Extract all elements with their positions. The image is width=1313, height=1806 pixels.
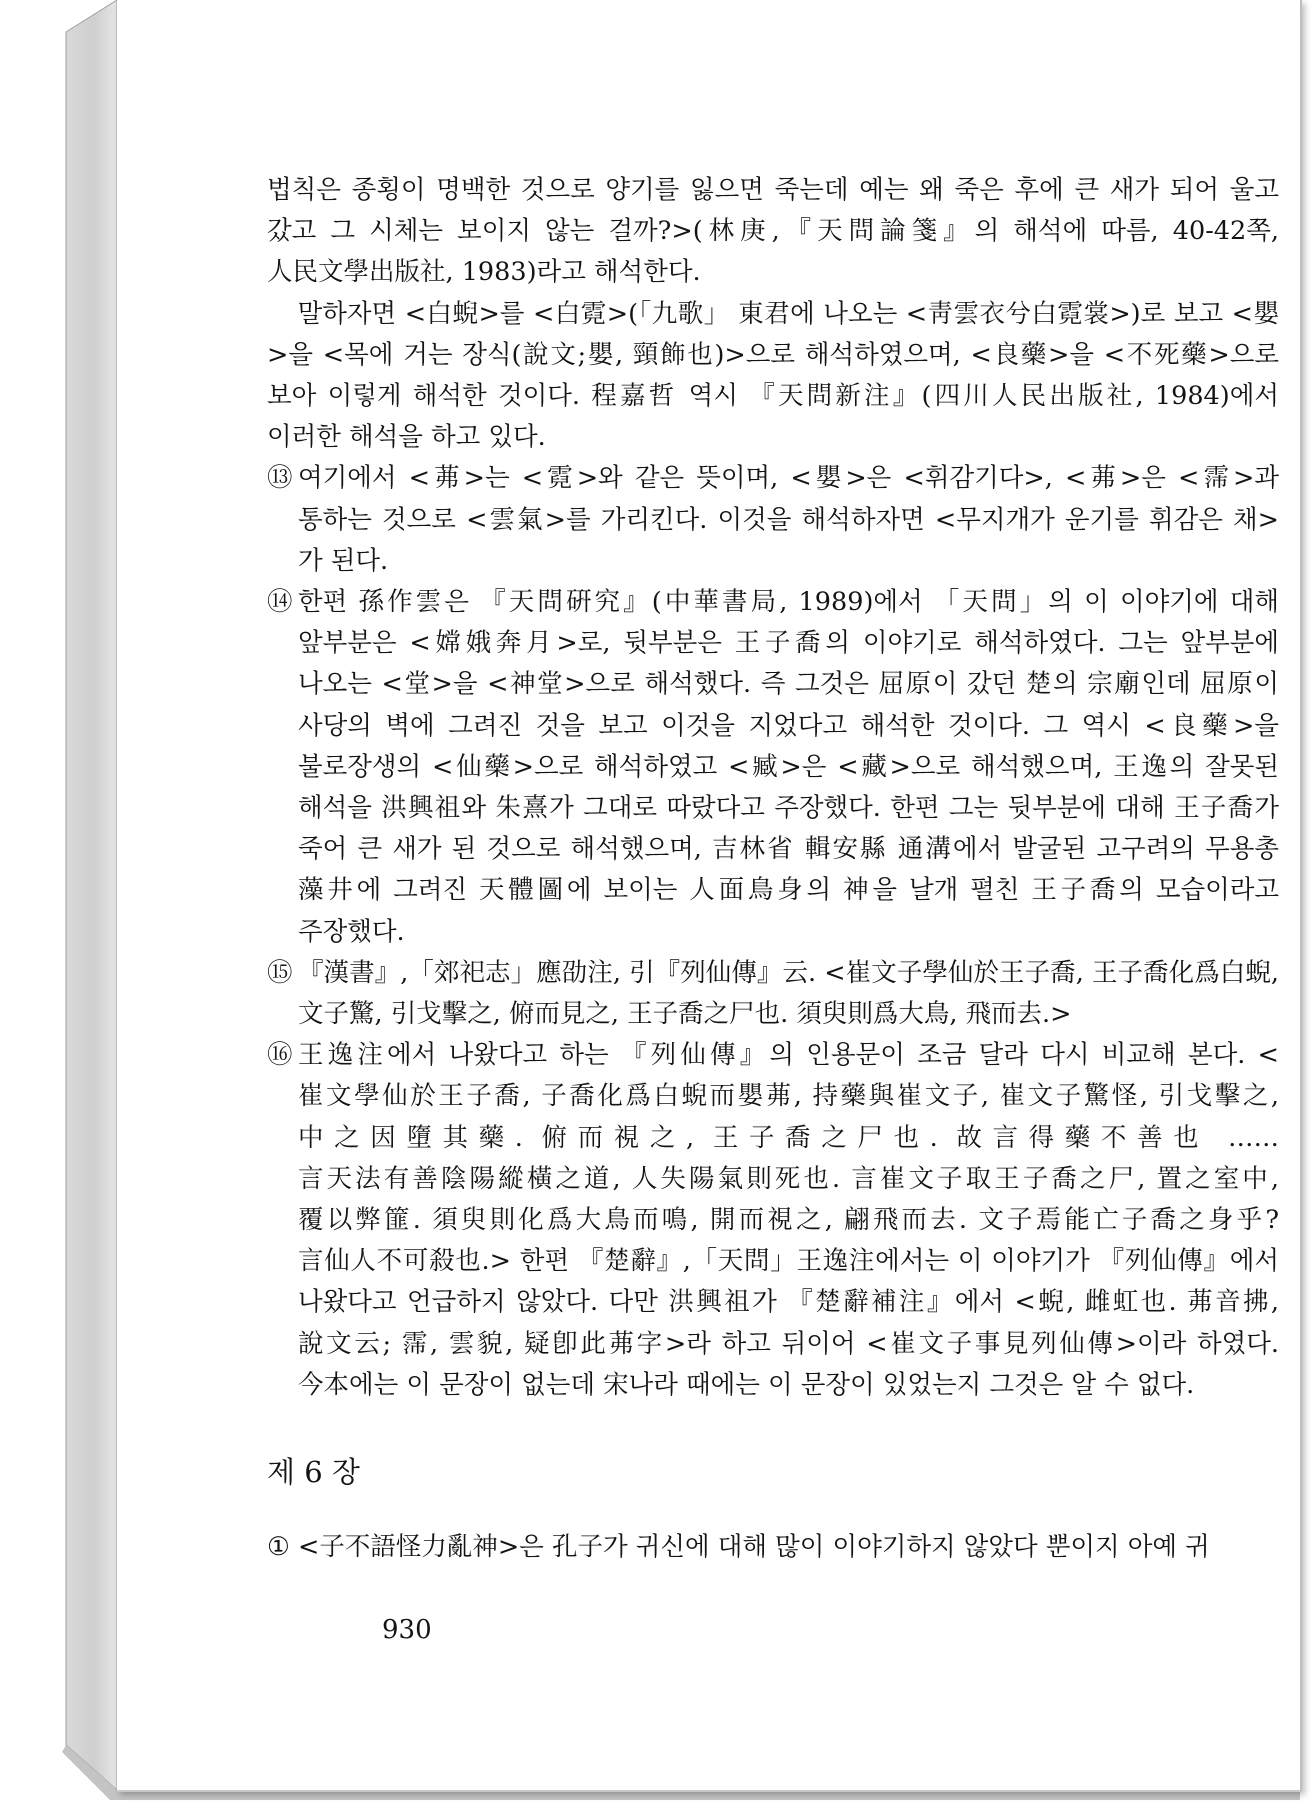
note-text: 한편 孫作雲은 『天問硏究』(中華書局, 1989)에서 「天問」의 이 이야기에 대해 앞부분은 <嫦娥奔月>로, 뒷부분은 王子喬의 이야기로 해석하였다. 그는 앞부분에 나오는 <堂>을 <神堂>으로 해석했다. 즉 그것은 屈原이 갔던 楚의 宗廟인데 屈原이 사당의 벽에 그려진 것을 보고 이것을 지었다고 해석한 것이다. 그 역시 <良藥>을 불로장생의 <仙藥>으로 해석하였고 <臧>은 <藏>으로 해석했으며, 王逸의 잘못된 해석을 洪興祖와 朱熹가 그대로 따랐다고 주장했다. 한편 그는 뒷부분에 대해 王子喬가 죽어 큰 새가 된 것으로 해석했으며, 吉林省 輯安縣 通溝에서 발굴된 고구려의 무용총 藻井에 그려진 天體圖에 보이는 人面鳥身의 神을 날개 펼친 王子喬의 모습이라고 주장했다. — [298, 587, 1279, 947]
note-text: 여기에서 <茀>는 <霓>와 같은 뜻이며, <嬰>은 <휘감기다>, <茀>은 <霈>과 통하는 것으로 <雲氣>를 가리킨다. 이것을 해석하자면 <무지개가 운기를 휘감은 채>가 된다. — [298, 463, 1279, 576]
chapter-heading: 제 6 장 — [267, 1455, 360, 1490]
note-text: <子不語怪力亂神>은 孔子가 귀신에 대해 많이 이야기하지 않았다 뿐이지 아예 귀 — [298, 1532, 1210, 1563]
page-number: 930 — [382, 1615, 432, 1645]
endnote-1 — [267, 1527, 1279, 1568]
endnote-13 — [267, 458, 1279, 582]
book-side — [66, 0, 117, 1790]
note-number: ⑬ — [267, 463, 293, 494]
note-number: ⑮ — [267, 957, 293, 988]
note-number: ① — [267, 1532, 290, 1563]
note-text: 王逸注에서 나왔다고 하는 『列仙傳』의 인용문이 조금 달라 다시 비교해 본다. <崔文學仙於王子喬, 子喬化爲白蜺而嬰茀, 持藥與崔文子, 崔文子驚怪, 引戈擊之, 中之因墮其藥. 俯而視之, 王子喬之尸也. 故言得藥不善也 …… 言天法有善陰陽縱橫之道, 人失陽氣則死也. 言崔文子取王子喬之尸, 置之室中, 覆以弊篚. 須臾則化爲大鳥而鳴, 開而視之, 翩飛而去. 文子焉能亡子喬之身乎? 言仙人不可殺也.> 한편 『楚辭』,「天問」王逸注에서는 이 이야기가 『列仙傳』에서 나왔다고 언급하지 않았다. 다만 洪興祖가 『楚辭補注』에서 <蜺, 雌虹也. 茀音拂, 說文云; 霈, 雲貌, 疑卽此茀字>라 하고 뒤이어 <崔文子事見列仙傳>이라 하였다. 今本에는 이 문장이 없는데 宋나라 때에는 이 문장이 있었는지 그것은 알 수 없다. — [298, 1040, 1279, 1400]
note-text: 『漢書』,「郊祀志」應劭注, 引『列仙傳』云. <崔文子學仙於王子喬, 王子喬化爲白蜺, 文子驚, 引戈擊之, 俯而見之, 王子喬之尸也. 須臾則爲大鳥, 飛而去.> — [298, 957, 1279, 1030]
book-page — [117, 0, 1302, 1792]
note-continuation-paragraph: 말하자면 <白蜺>를 <白霓>(「九歌」 東君에 나오는 <靑雲衣兮白霓裳>)로 보고 <嬰>을 <목에 거는 장식(說文;嬰, 頸飾也)>으로 해석하였으며, <良藥>을 <不死藥>으로 보아 이렇게 해석한 것이다. 程嘉哲 역시 『天問新注』(四川人民出版社, 1984)에서 이러한 해석을 하고 있다. — [267, 298, 1279, 453]
note-number: ⑭ — [267, 587, 293, 618]
endnote-15 — [267, 953, 1279, 1035]
note-number: ⑯ — [267, 1040, 293, 1071]
endnote-16 — [267, 1035, 1279, 1406]
note-continuation-paragraph: 법칙은 종횡이 명백한 것으로 양기를 잃으면 죽는데 예는 왜 죽은 후에 큰 새가 되어 울고 갔고 그 시체는 보이지 않는 걸까?>(林庚,『天問論箋』의 해석에 따름, 40-42쪽, 人民文學出版社, 1983)라고 해석한다. — [267, 175, 1279, 288]
endnote-14 — [267, 582, 1279, 953]
page-text — [267, 170, 1279, 1568]
